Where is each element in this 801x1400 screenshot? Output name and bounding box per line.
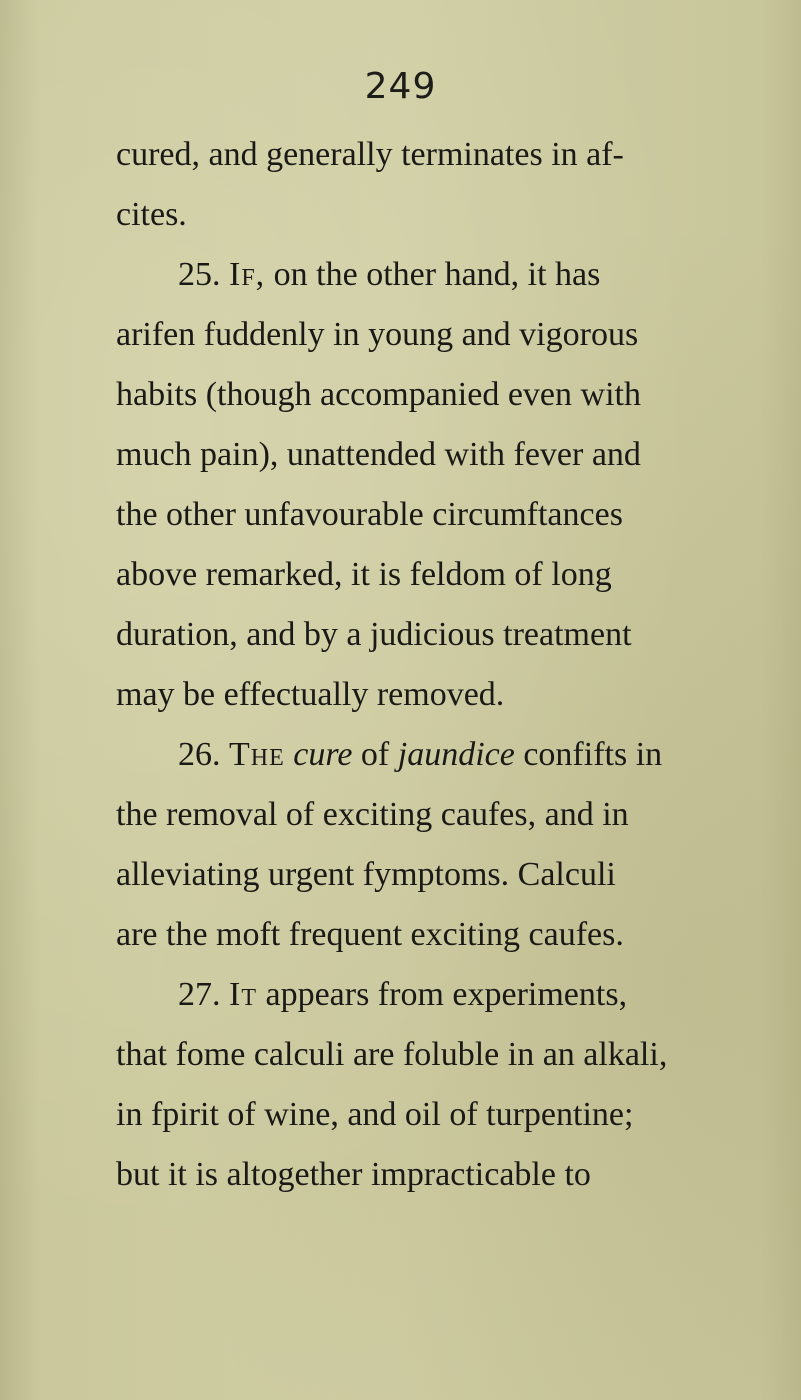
text-line: in fpirit of wine, and oil of turpentine; <box>116 1096 634 1133</box>
italic-word: jaundice <box>397 736 515 773</box>
lead-word: The <box>229 736 285 773</box>
text-span: on the other hand, it has <box>265 256 601 293</box>
text-line: much pain), unattended with fever and <box>116 436 641 473</box>
text-span: appears from experiments, <box>256 976 628 1013</box>
text-line: that fome calculi are foluble in an alkali, <box>116 1036 668 1073</box>
text-line: above remarked, it is feldom of long <box>116 556 612 593</box>
text-line: alleviating urgent fymptoms. Calculi <box>116 856 616 893</box>
paragraph-number: 26. <box>178 736 229 773</box>
paragraph-number: 25. <box>178 256 229 293</box>
text-line: cites. <box>116 196 187 233</box>
italic-word: cure <box>293 736 353 773</box>
paragraph-25-start <box>178 258 600 292</box>
text-line: habits (though accompanied even with <box>116 376 641 413</box>
lead-word: It <box>229 976 257 1013</box>
page-number: 249 <box>364 66 437 107</box>
text-line: arifen fuddenly in young and vigorous <box>116 316 639 353</box>
text-span: confifts in <box>523 736 663 773</box>
text-line: may be effectually removed. <box>116 676 505 713</box>
paragraph-number: 27. <box>178 976 229 1013</box>
paragraph-26-start <box>178 738 662 772</box>
text-line: but it is altogether impracticable to <box>116 1156 591 1193</box>
paragraph-27-start <box>178 978 627 1012</box>
text-line: the removal of exciting caufes, and in <box>116 796 629 833</box>
text-line: cured, and generally terminates in af- <box>116 136 624 173</box>
text-line: the other unfavourable circumftances <box>116 496 623 533</box>
lead-word: If, <box>229 256 266 293</box>
text-line: are the moft frequent exciting caufes. <box>116 916 624 953</box>
text-span: of <box>360 736 390 773</box>
text-line: duration, and by a judicious treatment <box>116 616 632 653</box>
